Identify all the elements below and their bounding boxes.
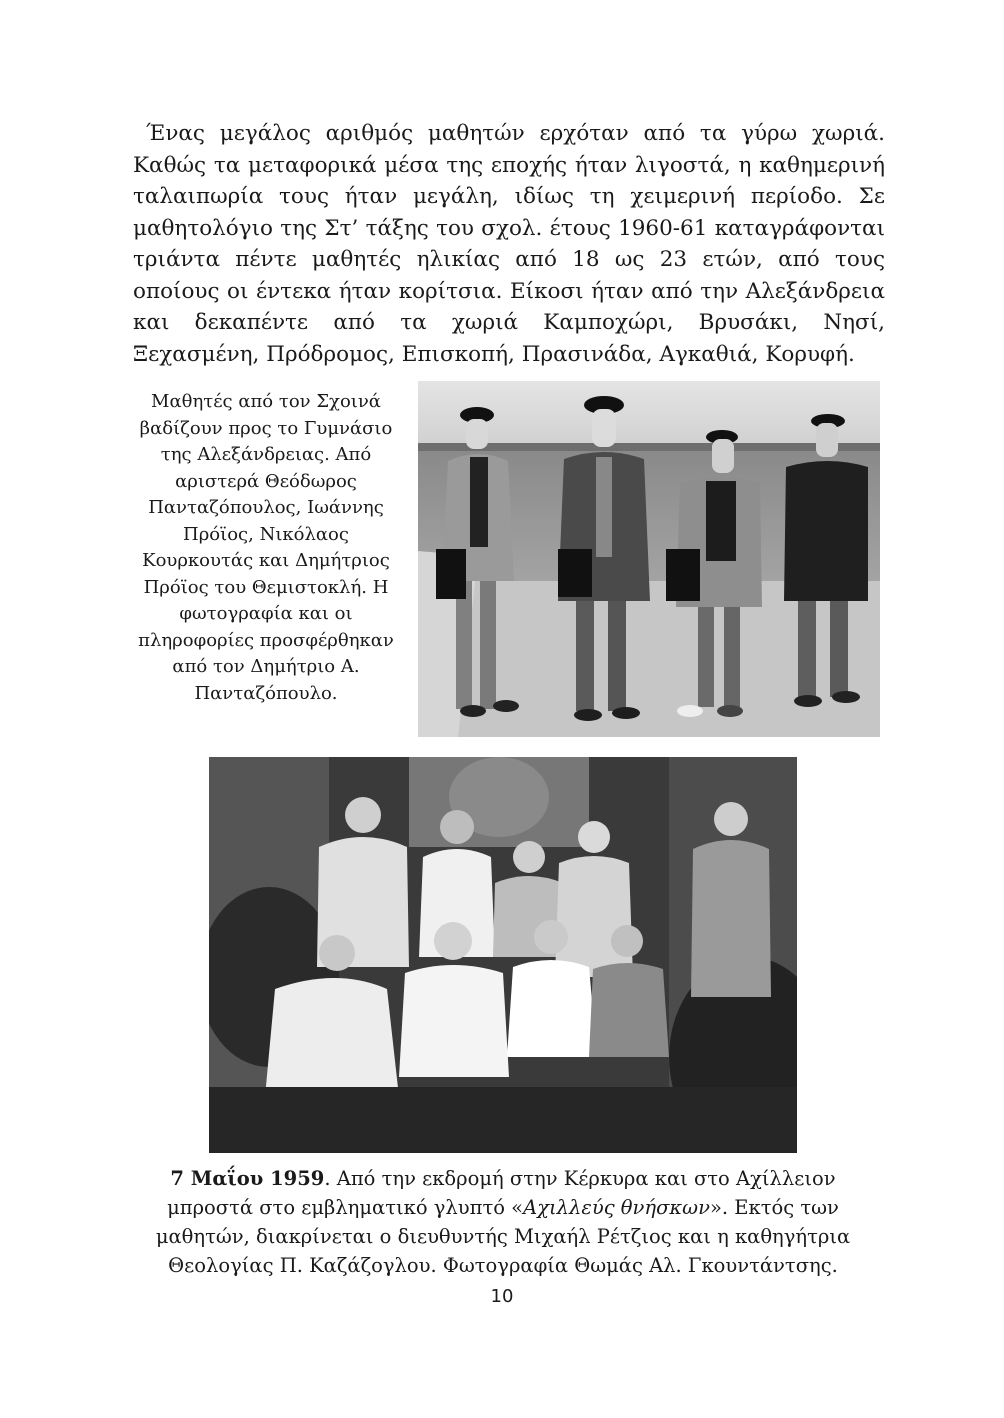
caption-text-after: ». Εκτός των μαθητών, διακρίνεται ο διευθυντής Μιχαήλ Ρέτζιος και η καθηγήτρια Θεολογίας Π. Καζάζογλου. Φωτογραφία Θωμάς Αλ. Γκουντάντσης. (155, 1196, 851, 1277)
page-number: 10 (490, 1286, 514, 1307)
caption-text-before: . Από την εκδρομή στην Κέρκυρα και στο Αχίλλειον μπροστά στο εμβληματικό γλυπτό « (167, 1167, 836, 1219)
caption-date: 7 Μαΐου 1959 (170, 1167, 325, 1190)
intro-paragraph: Ένας μεγάλος αριθμός μαθητών ερχόταν από τα γύρω χωριά. Καθώς τα μεταφορικά μέσα της εποχής ήταν λιγοστά, η καθημερινή ταλαιπωρία τους ήταν μεγάλη, ιδίως τη χειμερινή περίοδο. Σε μαθητολόγιο της Στ’ τάξης του σχολ. έτους 1960-61 καταγράφονται τριάντα πέντε μαθητές ηλικίας από 18 ως 23 ετών, από τους οποίους οι έντεκα ήταν κορίτσια. Είκοσι ήταν από την Αλεξάνδρεια και δεκαπέντε από τα χωριά Καμποχώρι, Βρυσάκι, Νησί, Ξεχασμένη, Πρόδρομος, Επισκοπή, Πρασινάδα, Αγκαθιά, Κορυφή. (133, 121, 885, 367)
photo2-caption (128, 1164, 878, 1280)
sculpture-title: Αχιλλεύς θνήσκων (523, 1196, 710, 1219)
students-walking-photo (418, 381, 880, 737)
corfu-excursion-photo (209, 757, 797, 1153)
photo1-caption: Μαθητές από τον Σχοινά βαδίζουν προς το Γυμνάσιο της Αλεξάνδρειας. Από αριστερά Θεόδωρος Πανταζόπουλος, Ιωάννης Πρόϊος, Νικόλαος Κουρκουτάς και Δημήτριος Πρόϊος του Θεμιστοκλή. Η φωτογραφία και οι πληροφορίες προσφέρθηκαν από τον Δημήτριο Α. Πανταζόπουλο. (138, 391, 394, 704)
